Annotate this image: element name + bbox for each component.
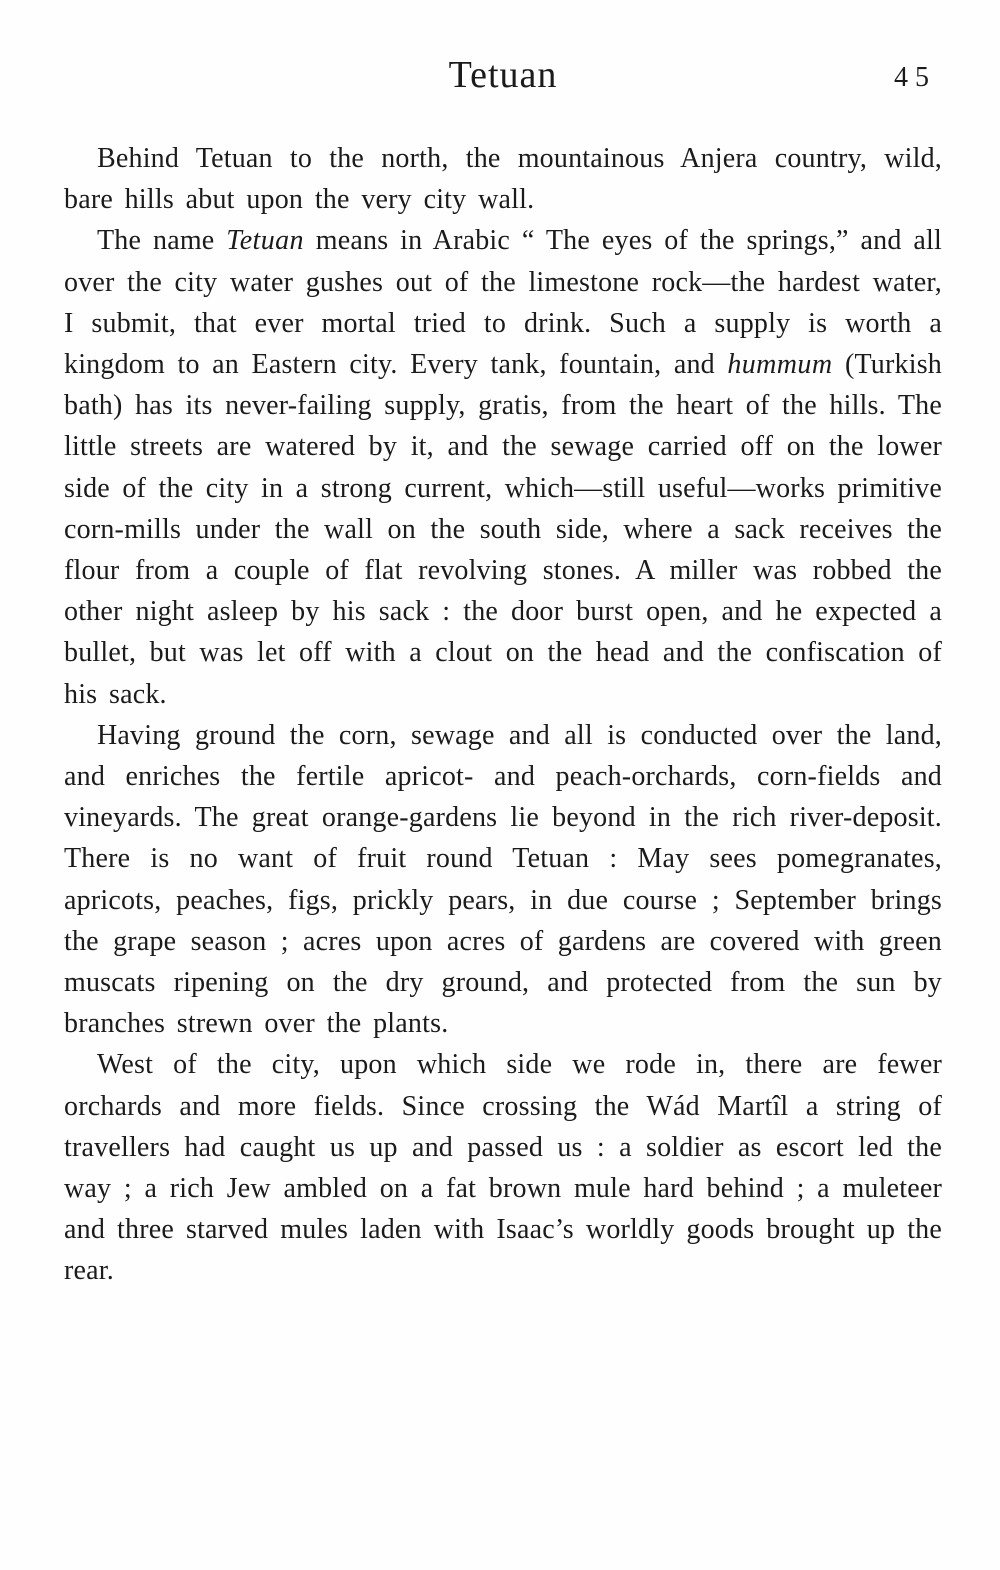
text-run: Having ground the corn, sewage and all is conducted over the land, and enriches the fertile apricot- and peach-orchards, corn-fields and vineyards. The great orange-gardens lie beyond in the rich river-deposit. There is no want of fruit round Tetuan : May sees pomegranates, apricots, peaches, figs, prickly pears, in due course ; September brings the grape season ; acres upon acres of gardens are covered with green muscats ripening on the dry ground, and protected from the sun by branches strewn over the plants. xyxy=(64,719,942,1040)
text-run: means in Arabic “ The eyes of the springs,” and all over the city water gushes out of the limestone rock—the hardest water, I submit, that ever mortal tried to drink. Such a supply is worth a kingdom to an Eastern city. Every tank, fountain, and xyxy=(64,225,942,381)
paragraph xyxy=(64,138,942,220)
italic-text-run: hummum xyxy=(727,349,833,381)
page-number: 45 xyxy=(894,62,936,93)
paragraph xyxy=(64,1044,942,1291)
italic-text-run: Tetuan xyxy=(226,225,304,257)
page-title: Tetuan xyxy=(448,54,558,96)
text-run: West of the city, upon which side we rode in, there are fewer orchards and more fields. Since crossing the Wád Martîl a string of travellers had caught us up and passed us : a soldier as escort led the way ; a rich Jew ambled on a fat brown mule hard behind ; a muleteer and three starved mules laden with Isaac’s worldly goods brought up the rear. xyxy=(64,1049,942,1287)
page-body xyxy=(64,138,942,1292)
text-run: The name xyxy=(97,225,227,257)
paragraph xyxy=(64,715,942,1045)
paragraph xyxy=(64,220,942,714)
text-run: Behind Tetuan to the north, the mountainous Anjera country, wild, bare hills abut upon the very city wall. xyxy=(64,143,942,216)
text-run: (Turkish bath) has its never-failing supply, gratis, from the heart of the hills. The little streets are watered by it, and the sewage carried off on the lower side of the city in a strong current, which—still useful—works primitive corn-mills under the wall on the south side, where a sack receives the flour from a couple of flat revolving stones. A miller was robbed the other night asleep by his sack : the door burst open, and he expected a bullet, but was let off with a clout on the head and the confiscation of his sack. xyxy=(64,349,942,710)
running-head xyxy=(64,50,942,112)
